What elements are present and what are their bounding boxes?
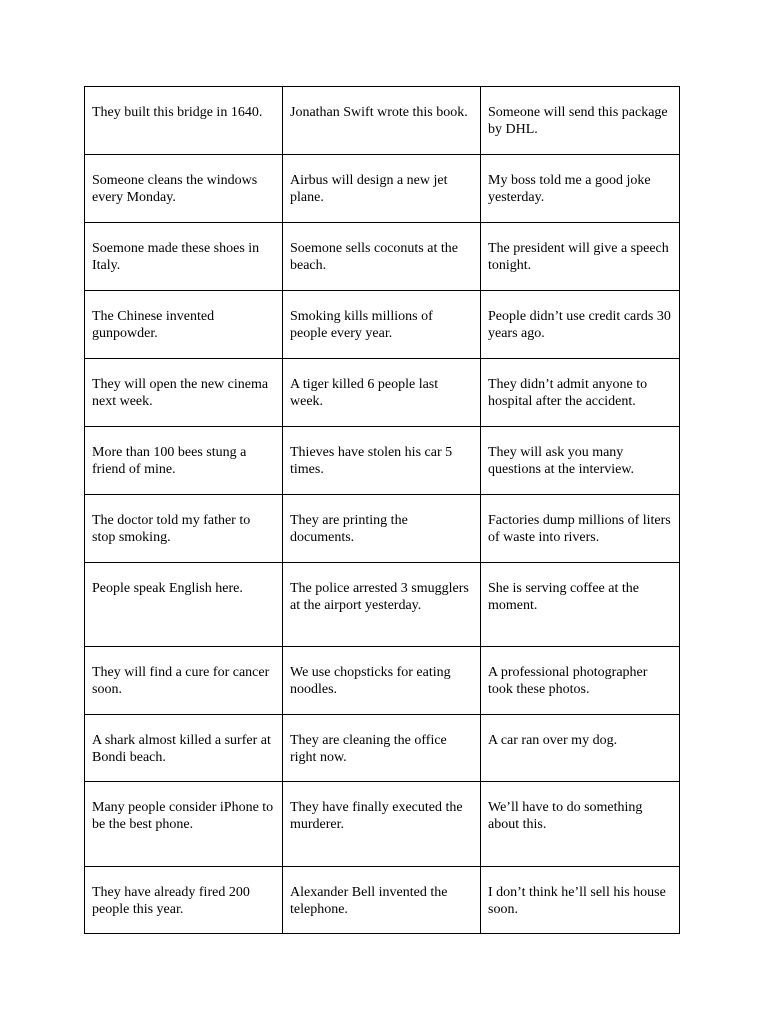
table-row (85, 427, 680, 495)
sentence-card: Jonathan Swift wrote this book. (283, 87, 481, 155)
sentence-card: Smoking kills millions of people every year. (283, 291, 481, 359)
sentence-card: We’ll have to do something about this. (481, 782, 680, 867)
sentence-card: Many people consider iPhone to be the best phone. (85, 782, 283, 867)
sentence-card: The Chinese invented gunpowder. (85, 291, 283, 359)
sentence-card: Soemone made these shoes in Italy. (85, 223, 283, 291)
table-row (85, 867, 680, 934)
sentence-card: I don’t think he’ll sell his house soon. (481, 867, 680, 934)
sentence-card: The doctor told my father to stop smoking. (85, 495, 283, 563)
sentence-card: Someone cleans the windows every Monday. (85, 155, 283, 223)
table-row (85, 782, 680, 867)
sentence-card: She is serving coffee at the moment. (481, 563, 680, 647)
sentence-cards-table (84, 86, 680, 934)
sentence-card: Soemone sells coconuts at the beach. (283, 223, 481, 291)
sentence-card: They are printing the documents. (283, 495, 481, 563)
sentence-card: Airbus will design a new jet plane. (283, 155, 481, 223)
sentence-card: They will open the new cinema next week. (85, 359, 283, 427)
sentence-card: They will find a cure for cancer soon. (85, 647, 283, 715)
sentence-card: They have already fired 200 people this year. (85, 867, 283, 934)
sentence-card: They built this bridge in 1640. (85, 87, 283, 155)
sentence-card: Thieves have stolen his car 5 times. (283, 427, 481, 495)
sentence-card: More than 100 bees stung a friend of mine. (85, 427, 283, 495)
table-row (85, 563, 680, 647)
sentence-card: My boss told me a good joke yesterday. (481, 155, 680, 223)
sentence-card: The police arrested 3 smugglers at the airport yesterday. (283, 563, 481, 647)
sentence-card: People didn’t use credit cards 30 years ago. (481, 291, 680, 359)
table-row (85, 715, 680, 782)
sentence-card: Alexander Bell invented the telephone. (283, 867, 481, 934)
sentence-card: They are cleaning the office right now. (283, 715, 481, 782)
sentence-card: They will ask you many questions at the interview. (481, 427, 680, 495)
sentence-card: They didn’t admit anyone to hospital after the accident. (481, 359, 680, 427)
sentence-card: We use chopsticks for eating noodles. (283, 647, 481, 715)
table-row (85, 155, 680, 223)
table-row (85, 495, 680, 563)
table-row (85, 647, 680, 715)
sentence-card: A shark almost killed a surfer at Bondi beach. (85, 715, 283, 782)
sentence-card: A tiger killed 6 people last week. (283, 359, 481, 427)
sentence-card: A car ran over my dog. (481, 715, 680, 782)
sentence-card: The president will give a speech tonight. (481, 223, 680, 291)
sentence-card: People speak English here. (85, 563, 283, 647)
sentence-card: Someone will send this package by DHL. (481, 87, 680, 155)
table-row (85, 223, 680, 291)
sentence-card: Factories dump millions of liters of waste into rivers. (481, 495, 680, 563)
table-row (85, 87, 680, 155)
sentence-card: They have finally executed the murderer. (283, 782, 481, 867)
table-row (85, 359, 680, 427)
table-row (85, 291, 680, 359)
sentence-card: A professional photographer took these photos. (481, 647, 680, 715)
